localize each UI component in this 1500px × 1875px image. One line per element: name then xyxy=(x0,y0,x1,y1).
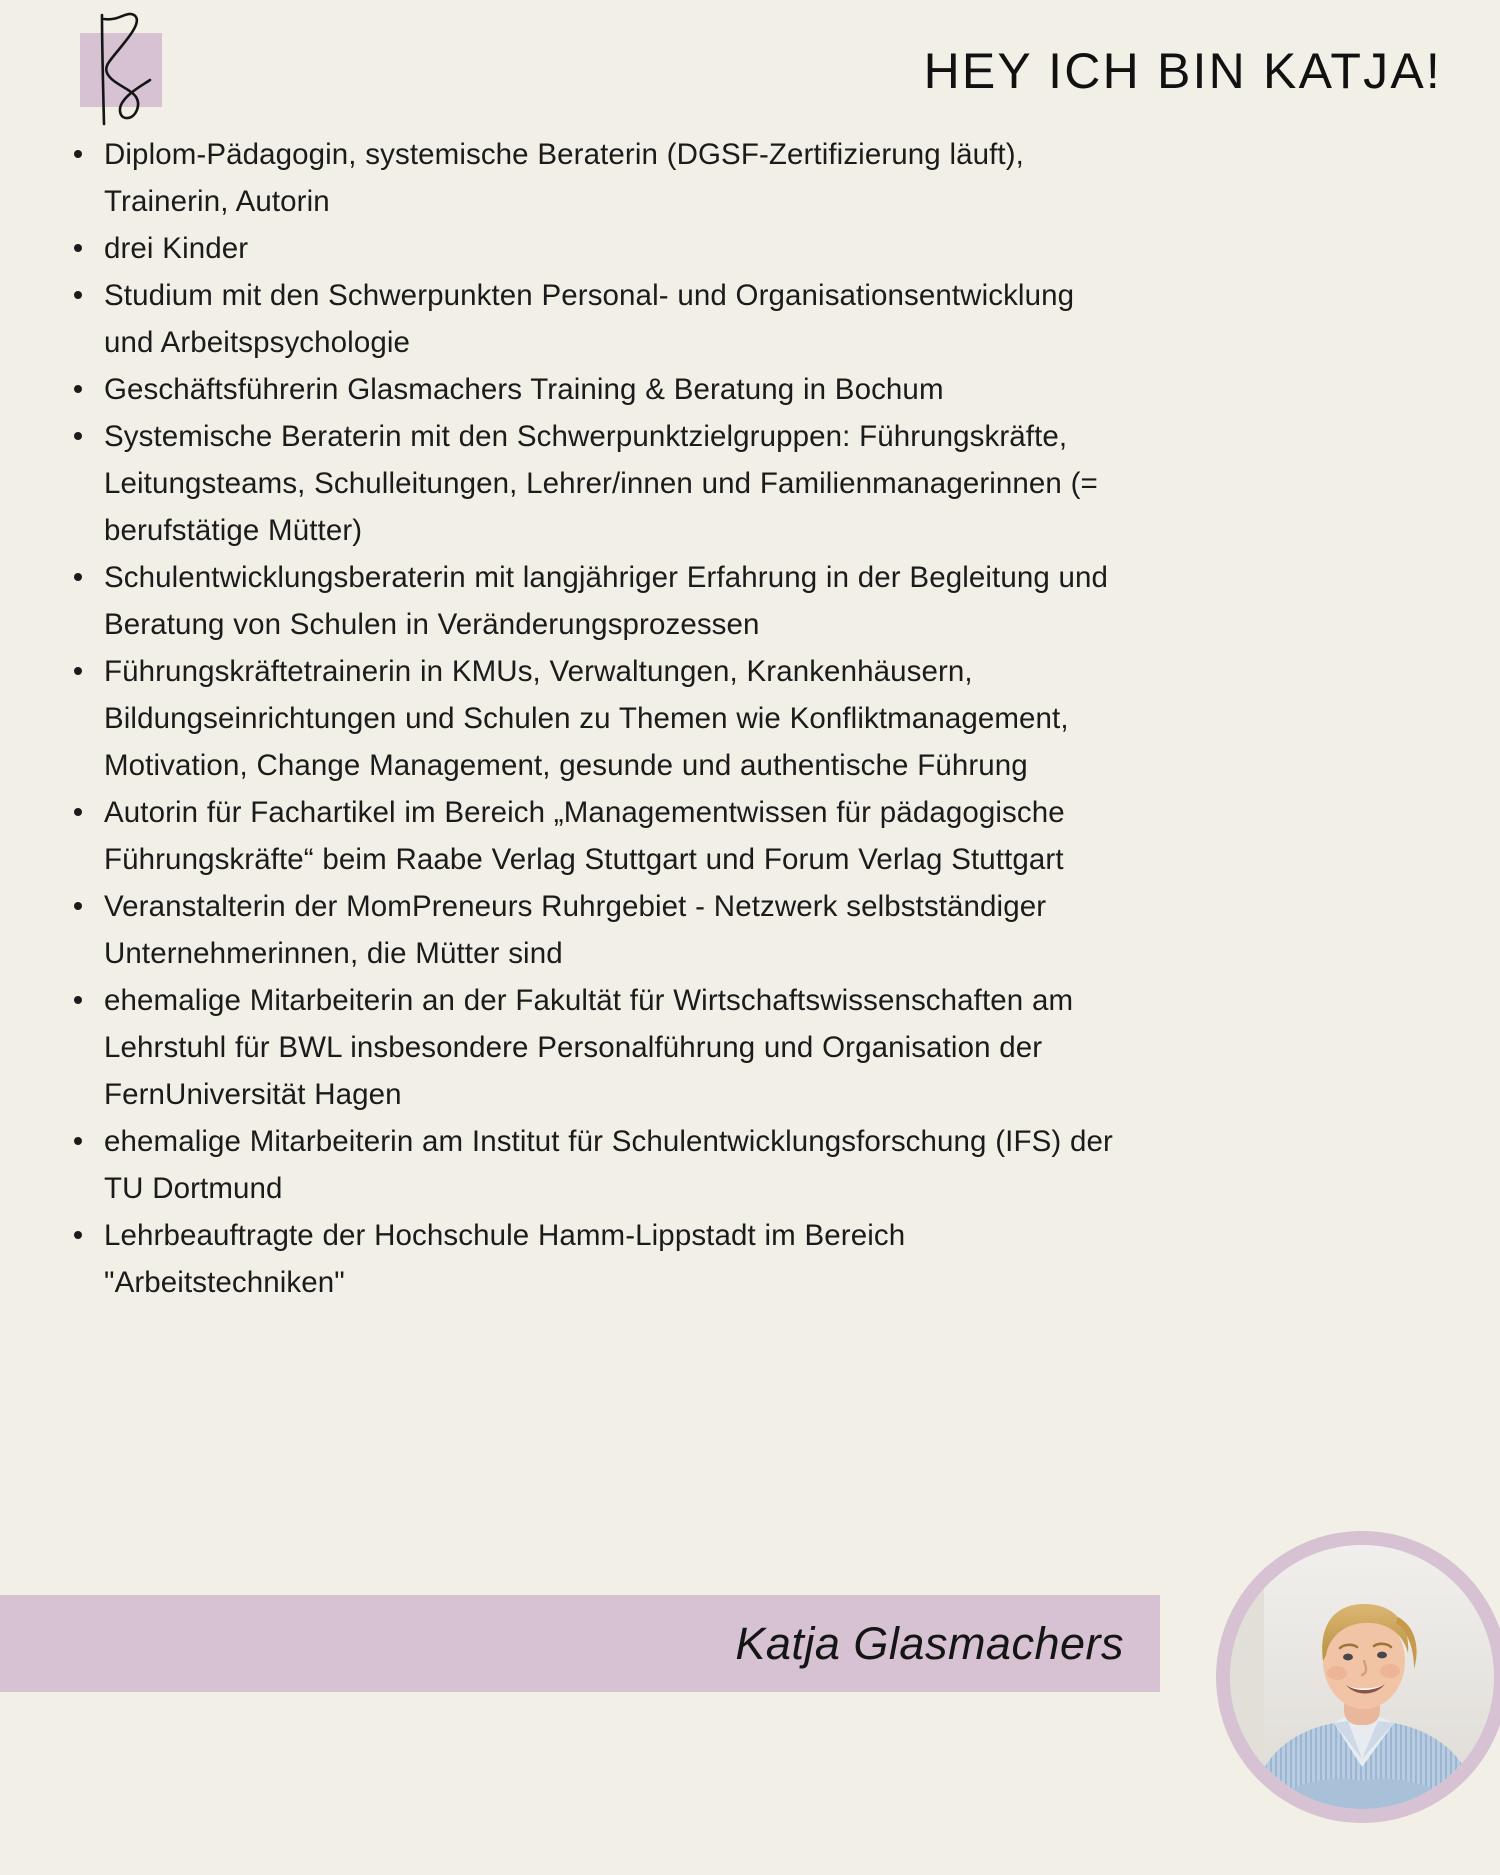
footer-band xyxy=(0,1595,1160,1692)
list-item-text: Studium mit den Schwerpunkten Personal- und Organisationsentwicklung und Arbeitspsychologie xyxy=(104,279,1075,359)
author-name: Katja Glasmachers xyxy=(735,1617,1124,1669)
list-item xyxy=(62,1118,1132,1212)
list-item-text: Führungskräftetrainerin in KMUs, Verwaltungen, Krankenhäusern, Bildungseinrichtungen und Schulen zu Themen wie Konfliktmanagement, Motivation, Change Management, gesunde und authentische Führung xyxy=(104,655,1069,782)
bullet-dot-icon xyxy=(74,667,82,675)
portrait-illustration-icon xyxy=(1230,1545,1494,1809)
list-item xyxy=(62,648,1132,789)
list-item-text: Veranstalterin der MomPreneurs Ruhrgebiet - Netzwerk selbstständiger Unternehmerinnen, die Mütter sind xyxy=(104,890,1047,970)
list-item xyxy=(62,977,1132,1118)
list-item-text: Geschäftsführerin Glasmachers Training & Beratung in Bochum xyxy=(104,373,944,406)
list-item-text: Diplom-Pädagogin, systemische Beraterin (DGSF-Zertifizierung läuft), Trainerin, Autorin xyxy=(104,138,1024,218)
avatar xyxy=(1216,1531,1500,1823)
list-item xyxy=(62,272,1132,366)
portrait-photo xyxy=(1230,1545,1494,1809)
bullet-dot-icon xyxy=(74,432,82,440)
bullet-dot-icon xyxy=(74,573,82,581)
bullet-dot-icon xyxy=(74,902,82,910)
bullet-dot-icon xyxy=(74,385,82,393)
list-item xyxy=(62,413,1132,554)
bullet-dot-icon xyxy=(74,808,82,816)
list-item-text: Autorin für Fachartikel im Bereich „Managementwissen für pädagogische Führungskräfte“ beim Raabe Verlag Stuttgart und Forum Verlag Stuttgart xyxy=(104,796,1065,876)
list-item xyxy=(62,131,1132,225)
list-item xyxy=(62,554,1132,648)
bullet-dot-icon xyxy=(74,1231,82,1239)
bullet-dot-icon xyxy=(74,244,82,252)
list-item xyxy=(62,883,1132,977)
list-item-text: Schulentwicklungsberaterin mit langjähriger Erfahrung in der Begleitung und Beratung von Schulen in Veränderungsprozessen xyxy=(104,561,1109,641)
list-item xyxy=(62,1212,1132,1306)
list-item xyxy=(62,789,1132,883)
bullet-dot-icon xyxy=(74,291,82,299)
bio-bullet-list xyxy=(62,131,1132,1306)
list-item-text: Systemische Beraterin mit den Schwerpunktzielgruppen: Führungskräfte, Leitungsteams, Schulleitungen, Lehrer/innen und Familienmanagerinnen (= berufstätige Mütter) xyxy=(104,420,1098,547)
bullet-dot-icon xyxy=(74,150,82,158)
bullet-dot-icon xyxy=(74,996,82,1004)
list-item-text: Lehrbeauftragte der Hochschule Hamm-Lippstadt im Bereich "Arbeitstechniken" xyxy=(104,1219,906,1299)
kg-monogram-icon xyxy=(62,7,182,137)
list-item-text: drei Kinder xyxy=(104,232,249,265)
bullet-dot-icon xyxy=(74,1137,82,1145)
list-item xyxy=(62,225,1132,272)
list-item xyxy=(62,366,1132,413)
list-item-text: ehemalige Mitarbeiterin am Institut für Schulentwicklungsforschung (IFS) der TU Dortmund xyxy=(104,1125,1113,1205)
page-title: HEY ICH BIN KATJA! xyxy=(923,43,1442,99)
list-item-text: ehemalige Mitarbeiterin an der Fakultät für Wirtschaftswissenschaften am Lehrstuhl für BWL insbesondere Personalführung und Organisation der FernUniversität Hagen xyxy=(104,984,1074,1111)
brand-logo xyxy=(80,33,162,107)
